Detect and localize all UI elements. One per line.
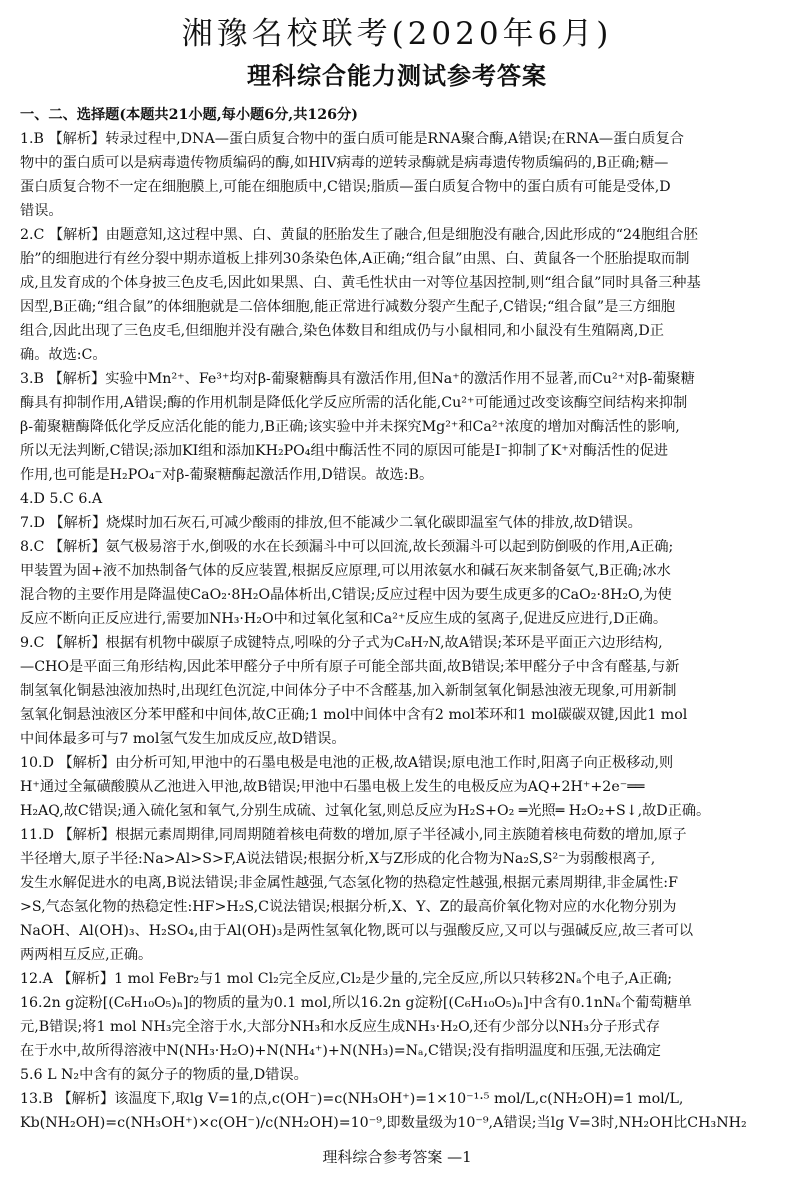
text-line: 11.D 【解析】根据元素周期律,同周期随着核电荷数的增加,原子半径减小,同主族随着核电荷数的增加,原子 [20, 827, 687, 843]
text-line: 3.B 【解析】实验中Mn²⁺、Fe³⁺均对β-葡聚糖酶具有激活作用,但Na⁺的激活作用不显著,而Cu²⁺对β-葡聚糖 [20, 371, 695, 387]
text-line: H₂AQ,故C错误;通入硫化氢和氧气,分别生成硫、过氧化氢,则总反应为H₂S+O₂ ═光照═ H₂O₂+S↓,故D正确。 [20, 803, 711, 819]
answer-key-subtitle: 理科综合能力测试参考答案 [247, 61, 547, 90]
text-line: 甲装置为固+液不加热制备气体的反应装置,根据反应原理,可以用浓氨水和碱石灰来制备氨气,B正确;冰水 [20, 563, 671, 579]
text-line: H⁺通过全氟磺酸膜从乙池进入甲池,故B错误;甲池中石墨电极上发生的电极反应为AQ+2H⁺+2e⁻══ [20, 779, 645, 795]
text-line: 1.B 【解析】转录过程中,DNA—蛋白质复合物中的蛋白质可能是RNA聚合酶,A错误;在RNA—蛋白质复合 [20, 131, 684, 147]
text-line: β-葡聚糖酶降低化学反应活化能的能力,B正确;该实验中并未探究Mg²⁺和Ca²⁺浓度的增加对酶活性的影响, [20, 419, 680, 435]
text-line: 氢氧化铜悬浊液区分苯甲醛和中间体,故C正确;1 mol中间体中含有2 mol苯环和1 mol碳碳双键,因此1 mol [20, 707, 688, 723]
text-line: 酶具有抑制作用,A错误;酶的作用机制是降低化学反应所需的活化能,Cu²⁺可能通过改变该酶空间结构来抑制 [20, 395, 688, 411]
text-line: 所以无法判断,C错误;添加KI组和添加KH₂PO₄组中酶活性不同的原因可能是I⁻抑制了K⁺对酶活性的促进 [20, 443, 668, 459]
text-line: 中间体最多可与7 mol氢气发生加成反应,故D错误。 [20, 731, 346, 747]
text-line: 发生水解促进水的电离,B说法错误;非金属性越强,气态氢化物的热稳定性越强,根据元素周期律,非金属性:F [20, 875, 678, 891]
text-line: 因型,B正确;“组合鼠”的体细胞就是二倍体细胞,能正常进行减数分裂产生配子,C错误;“组合鼠”是三方细胞 [20, 299, 676, 315]
text-line: 确。故选:C。 [20, 347, 107, 363]
text-line: 制氢氧化铜悬浊液加热时,出现红色沉淀,中间体分子中不含醛基,加入新制氢氧化铜悬浊液无现象,可用新制 [20, 683, 677, 699]
text-line: 2.C 【解析】由题意知,这过程中黑、白、黄鼠的胚胎发生了融合,但是细胞没有融合,因此形成的“24胞组合胚 [20, 227, 698, 243]
page-footer: 理科综合参考答案 —1 [322, 1148, 472, 1166]
text-line: 9.C 【解析】根据有机物中碳原子成键特点,吲哚的分子式为C₈H₇N,故A错误;苯环是平面正六边形结构, [20, 635, 663, 651]
text-line: 混合物的主要作用是降温使CaO₂·8H₂O晶体析出,C错误;反应过程中因为要生成更多的CaO₂·8H₂O,为使 [20, 587, 672, 603]
text-line: 13.B 【解析】该温度下,取lg V=1的点,c(OH⁻)=c(NH₃OH⁺)=1×10⁻¹·⁵ mol/L,c(NH₂OH)=1 mol/L, [20, 1091, 684, 1107]
text-line: 胎”的细胞进行有丝分裂中期赤道板上排列30条染色体,A正确;“组合鼠”由黑、白、黄鼠各一个胚胎提取而制 [20, 251, 690, 267]
text-line: 两两相互反应,正确。 [20, 947, 153, 963]
text-line: 元,B错误;将1 mol NH₃完全溶于水,大部分NH₃和水反应生成NH₃·H₂O,还有少部分以NH₃分子形式存 [20, 1019, 661, 1035]
text-line: 成,且发育成的个体身披三色皮毛,因此如果黑、白、黄毛性状由一对等位基因控制,则“组合鼠”同时具备三种基 [20, 275, 701, 291]
text-line: 4.D 5.C 6.A [20, 491, 103, 507]
text-line: 在于水中,故所得溶液中N(NH₃·H₂O)+N(NH₄⁺)+N(NH₃)=Nₐ,C错误;没有指明温度和压强,无法确定 [20, 1043, 661, 1059]
text-line: 反应不断向正反应进行,需要加NH₃·H₂O中和过氧化氢和Ca²⁺反应生成的氢离子,促进反应进行,D正确。 [20, 611, 668, 627]
text-line: 7.D 【解析】烧煤时加石灰石,可减少酸雨的排放,但不能减少二氧化碳即温室气体的排放,故D错误。 [20, 515, 642, 531]
answer-explanations [20, 103, 777, 1133]
text-line: 10.D 【解析】由分析可知,甲池中的石墨电极是电池的正极,故A错误;原电池工作时,阳离子向正极移动,则 [20, 755, 674, 771]
text-line: 5.6 L N₂中含有的氮分子的物质的量,D错误。 [20, 1067, 308, 1083]
text-line: 错误。 [20, 203, 63, 219]
text-line: 8.C 【解析】氨气极易溶于水,倒吸的水在长颈漏斗中可以回流,故长颈漏斗可以起到防倒吸的作用,A正确; [20, 539, 674, 555]
exam-title: 湘豫名校联考(2020年6月) [181, 16, 613, 52]
text-line: >S,气态氢化物的热稳定性:HF>H₂S,C说法错误;根据分析,X、Y、Z的最高价氧化物对应的水化物分别为 [20, 899, 677, 915]
text-line: 作用,也可能是H₂PO₄⁻对β-葡聚糖酶起激活作用,D错误。故选:B。 [20, 467, 434, 483]
section-heading: 一、二、选择题(本题共21小题,每小题6分,共126分) [20, 107, 358, 123]
text-line: 12.A 【解析】1 mol FeBr₂与1 mol Cl₂完全反应,Cl₂是少量的,完全反应,所以只转移2Nₐ个电子,A正确; [20, 971, 673, 987]
text-line: 半径增大,原子半径:Na>Al>S>F,A说法错误;根据分析,X与Z形成的化合物为Na₂S,S²⁻为弱酸根离子, [20, 851, 656, 867]
text-line: 蛋白质复合物不一定在细胞膜上,可能在细胞质中,C错误;脂质—蛋白质复合物中的蛋白质有可能是受体,D [20, 179, 671, 195]
text-line: Kb(NH₂OH)=c(NH₃OH⁺)×c(OH⁻)/c(NH₂OH)=10⁻⁹,即数量级为10⁻⁹,A错误;当lg V=3时,NH₂OH比CH₃NH₂ [20, 1115, 747, 1131]
text-line: NaOH、Al(OH)₃、H₂SO₄,由于Al(OH)₃是两性氢氧化物,既可以与强酸反应,又可以与强碱反应,故三者可以 [20, 923, 694, 939]
text-line: —CHO是平面三角形结构,因此苯甲醛分子中所有原子可能全部共面,故B错误;苯甲醛分子中含有醛基,与新 [20, 659, 680, 675]
text-line: 16.2n g淀粉[(C₆H₁₀O₅)ₙ]的物质的量为0.1 mol,所以16.2n g淀粉[(C₆H₁₀O₅)ₙ]中含有0.1nNₐ个葡萄糖单 [20, 995, 692, 1011]
text-line: 组合,因此出现了三色皮毛,但细胞并没有融合,染色体数目和组成仍与小鼠相同,和小鼠没有生殖隔离,D正 [20, 323, 664, 339]
text-line: 物中的蛋白质可以是病毒遗传物质编码的酶,如HIV病毒的逆转录酶就是病毒遗传物质编码的,B正确;糖— [20, 155, 669, 171]
